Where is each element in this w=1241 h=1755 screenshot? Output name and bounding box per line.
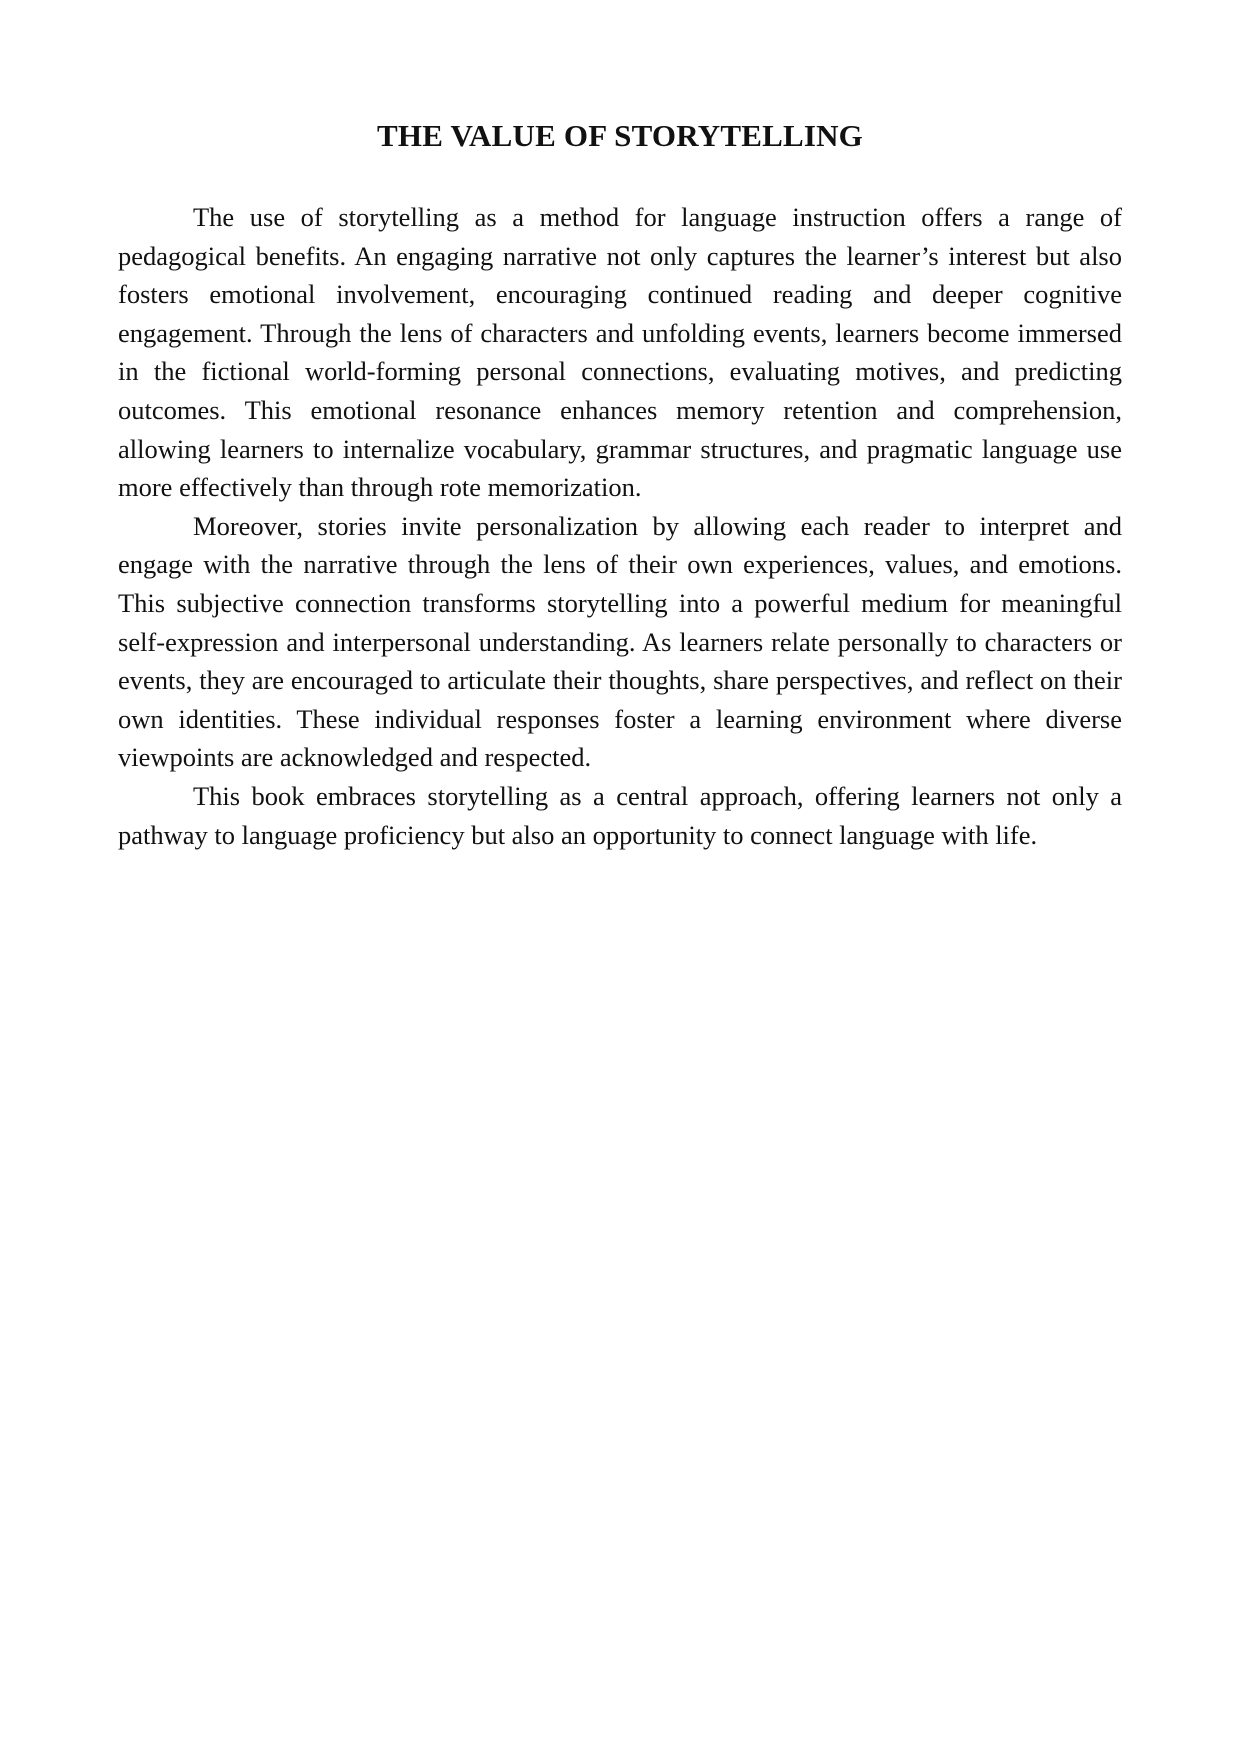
body-text bbox=[118, 198, 1122, 854]
page-title: THE VALUE OF STORYTELLING bbox=[377, 118, 863, 153]
paragraph-1: The use of storytelling as a method for language instruction offers a range of pedagogical benefits. An engaging narrative not only captures the learner’s interest but also fosters emotional involvement, encouraging continued reading and deeper cognitive engagement. Through the lens of characters and unfolding events, learners become immersed in the fictional world-forming personal connections, evaluating motives, and predicting outcomes. This emotional resonance enhances memory retention and comprehension, allowing learners to internalize vocabulary, grammar structures, and pragmatic language use more effectively than through rote memorization. bbox=[118, 202, 1122, 503]
paragraph-2: Moreover, stories invite personalization by allowing each reader to interpret and engage with the narrative through the lens of their own experiences, values, and emotions. This subjective connection transforms storytelling into a powerful medium for meaningful self-expression and interpersonal understanding. As learners relate personally to characters or events, they are encouraged to articulate their thoughts, share perspectives, and reflect on their own identities. These individual responses foster a learning environment where diverse viewpoints are acknowledged and respected. bbox=[118, 510, 1122, 773]
paragraph-3: This book embraces storytelling as a central approach, offering learners not only a pathway to language proficiency but also an opportunity to connect language with life. bbox=[118, 780, 1122, 850]
